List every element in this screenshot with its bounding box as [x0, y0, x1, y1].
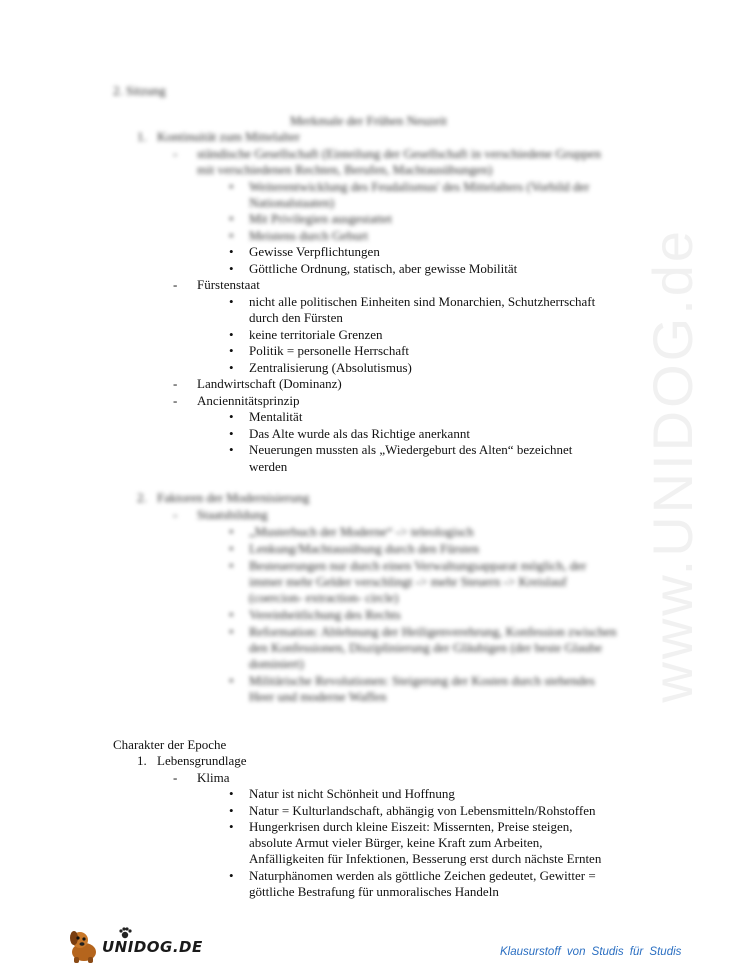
- list2-dash1-b5-line1: • Reformation: Ablehnung der Heiligenverehrung, Konfession zwischen: [249, 624, 617, 641]
- list2-dash1-b6-line1: • Militärische Revolutionen: Steigerung der Kosten durch stehendes: [249, 673, 595, 690]
- list2-dash1-b5-line2: den Konfessionen, Disziplinierung der Gläubigen (der beste Glaube: [249, 640, 603, 655]
- list2-dash1-b3-line3: (coercion- extraction- circle): [249, 590, 399, 605]
- list2-dash1-title: - Staatsbildung: [197, 507, 268, 524]
- list1-dash1-line1: - ständische Gesellschaft (Einteilung der Gesellschaft in verschiedene Gruppen: [197, 146, 601, 163]
- list1-dash4-b3-line1: • Neuerungen mussten als „Wiedergeburt des Alten“ bezeichnet: [249, 442, 572, 459]
- logo-text: UNIDOG.DE: [102, 938, 203, 956]
- epoch-item-title: [137, 753, 247, 770]
- epoch-dash1-b3-line3: Anfälligkeiten für Infektionen, Besserung erst durch nächste Ernten: [249, 851, 602, 866]
- list2-number: 2.: [137, 490, 147, 505]
- list2-dash1-b3-line1: • Besteuerungen nur durch einen Verwaltungsapparat möglich, der: [249, 558, 586, 575]
- epoch-dash1-b2: • Natur = Kulturlandschaft, abhängig von Lebensmitteln/Rohstoffen: [249, 803, 595, 820]
- list1-dash2-title: - Fürstenstaat: [197, 277, 260, 294]
- list1-dash1-line2: mit verschiedenen Rechten, Berufen, Machtausübungen): [197, 162, 493, 177]
- watermark-text: www.UNIDOG.de: [640, 227, 704, 703]
- epoch-dash1-b1: • Natur ist nicht Schönheit und Hoffnung: [249, 786, 455, 803]
- epoch-dash1-b3-line1: • Hungerkrisen durch kleine Eiszeit: Missernten, Preise steigen,: [249, 819, 572, 836]
- list1-dash1-b5: • Göttliche Ordnung, statisch, aber gewisse Mobilität: [249, 261, 517, 278]
- unidog-logo[interactable]: [66, 926, 203, 966]
- epoch-dash1-b3-line2: absolute Armut vieler Bürger, keine Kraft zum Arbeiten,: [249, 835, 543, 850]
- watermark: [618, 227, 728, 703]
- list1-dash1-b2: • Mit Privilegien ausgestattet: [249, 211, 392, 228]
- block-heading: Merkmale der Frühen Neuzeit: [290, 113, 448, 128]
- list1-dash2-b4: • Zentralisierung (Absolutismus): [249, 360, 412, 377]
- epoch-dash1-b4-line1: • Naturphänomen werden als göttliche Zeichen gedeutet, Gewitter =: [249, 868, 596, 885]
- list1-dash4-b3-line2: werden: [249, 459, 288, 474]
- dog-mascot-icon: [66, 926, 106, 966]
- list1-dash1-b3: • Meistens durch Geburt: [249, 228, 368, 245]
- list1-dash2-b2: • keine territoriale Grenzen: [249, 327, 383, 344]
- list2-dash1-b2: • Lenkung/Machtausübung durch den Fürsten: [249, 541, 479, 558]
- list1-dash4-b1: • Mentalität: [249, 409, 302, 426]
- list1-dash4-title: - Anciennitätsprinzip: [197, 393, 300, 410]
- list1-dash1-b1-line1: • Weiterentwicklung des Feudalismus' des Mittelalters (Vorbild der: [249, 179, 589, 196]
- epoch-title: Charakter der Epoche: [113, 737, 227, 752]
- list1-dash1-b4: • Gewisse Verpflichtungen: [249, 244, 380, 261]
- list2-dash1-b4: • Vereinheitlichung des Rechts: [249, 607, 401, 624]
- list1-number: 1.: [137, 129, 147, 144]
- epoch-subtitle-text: Lebensgrundlage: [157, 753, 247, 768]
- list1-dash3-title: - Landwirtschaft (Dominanz): [197, 376, 342, 393]
- list1-dash2-b3: • Politik = personelle Herrschaft: [249, 343, 409, 360]
- section-title: 2. Sitzung: [113, 83, 166, 98]
- list2-item-title: [137, 490, 310, 507]
- list1-dash2-b1-line1: • nicht alle politischen Einheiten sind Monarchien, Schutzherrschaft: [249, 294, 595, 311]
- epoch-number: 1.: [137, 753, 147, 768]
- list1-dash4-b2: • Das Alte wurde als das Richtige anerkannt: [249, 426, 470, 443]
- list2-dash1-b3-line2: immer mehr Gelder verschlingt -> mehr Steuern -> Kreislauf: [249, 574, 567, 589]
- footer-tagline: Klausurstoff von Studis für Studis: [500, 946, 682, 958]
- list1-dash2-b1-line2: durch den Fürsten: [249, 310, 343, 325]
- epoch-dash1-b4-line2: göttliche Bestrafung für unmoralisches Handeln: [249, 884, 499, 899]
- list2-dash1-b6-line2: Heer und moderne Waffen: [249, 689, 387, 704]
- epoch-dash1-title: - Klima: [197, 770, 230, 787]
- list2-dash1-b1: • „Musterbuch der Moderne“ -> teleologisch: [249, 524, 474, 541]
- list1-dash1-b1-line2: Nationalstaaten): [249, 195, 335, 210]
- list2-dash1-b5-line3: dominiert): [249, 656, 304, 671]
- list1-item-title: [137, 129, 300, 146]
- list1-title-text: Kontinuität zum Mittelalter: [157, 129, 300, 144]
- list2-title-text: Faktoren der Modernisierung: [157, 490, 310, 505]
